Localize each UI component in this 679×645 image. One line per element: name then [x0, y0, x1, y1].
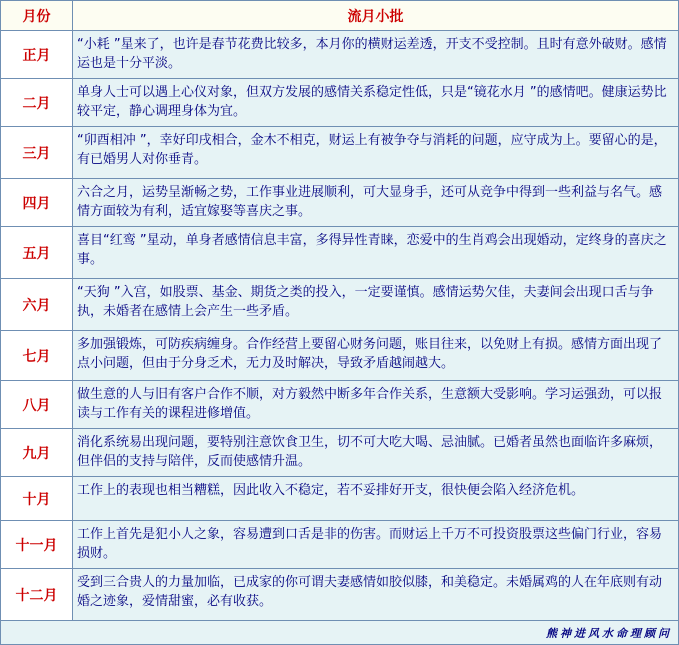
table-row [1, 331, 678, 381]
month-label: 十月 [1, 477, 73, 520]
table-row [1, 79, 678, 127]
month-column-header: 月份 [1, 1, 73, 30]
footer-credit: 熊神进风水命理顾问 [546, 627, 672, 640]
table-row [1, 279, 678, 331]
table-row [1, 477, 678, 521]
fortune-text: “天狗 ”入宫，如股票、基金、期货之类的投入，一定要谨慎。感情运势欠佳，夫妻间会出现口舌与争执，未婚者在感情上会产生一些矛盾。 [73, 279, 678, 330]
table-row [1, 569, 678, 621]
table-row [1, 227, 678, 279]
fortune-text: 受到三合贵人的力量加临，已成家的你可谓夫妻感情如胶似膝，和美稳定。未婚属鸡的人在年底则有动婚之迹象，爱情甜蜜，必有收获。 [73, 569, 678, 620]
fortune-text: 工作上首先是犯小人之象，容易遭到口舌是非的伤害。而财运上千万不可投资股票这些偏门行业，容易损财。 [73, 521, 678, 568]
table-row [1, 381, 678, 429]
month-label: 八月 [1, 381, 73, 428]
month-label: 十二月 [1, 569, 73, 620]
month-label: 四月 [1, 179, 73, 226]
fortune-text: “卯酉相冲 ”，幸好印戌相合，金木不相克，财运上有被争夺与消耗的问题，应守成为上。要留心的是，有已婚男人对你垂青。 [73, 127, 678, 178]
fortune-text: 消化系统易出现问题，要特别注意饮食卫生，切不可大吃大喝、忌油腻。已婚者虽然也面临许多麻烦，但伴侣的支持与陪伴，反而使感情升温。 [73, 429, 678, 476]
fortune-text: 做生意的人与旧有客户合作不顺，对方毅然中断多年合作关系，生意额大受影响。学习运强劲，可以报读与工作有关的课程进修增值。 [73, 381, 678, 428]
month-label: 三月 [1, 127, 73, 178]
table-row [1, 179, 678, 227]
fortune-text: “小耗 ”星来了，也许是春节花费比较多，本月你的横财运差透，开支不受控制。且时有意外破财。感情运也是十分平淡。 [73, 31, 678, 78]
month-label: 七月 [1, 331, 73, 380]
month-label: 十一月 [1, 521, 73, 568]
table-row [1, 429, 678, 477]
fortune-text: 单身人士可以遇上心仪对象，但双方发展的感情关系稳定性低，只是“镜花水月 ”的感情吧。健康运势比较平定，静心调理身体为宜。 [73, 79, 678, 126]
fortune-text: 喜目“红鸾 ”星动，单身者感情信息丰富，多得异性青睐，恋爱中的生肖鸡会出现婚动，定终身的喜庆之事。 [73, 227, 678, 278]
month-label: 六月 [1, 279, 73, 330]
fortune-text: 工作上的表现也相当糟糕，因此收入不稳定，若不妥排好开支，很快便会陷入经济危机。 [73, 477, 678, 520]
table-row [1, 31, 678, 79]
month-label: 正月 [1, 31, 73, 78]
table-row [1, 521, 678, 569]
fortune-text: 多加强锻炼，可防疾病缠身。合作经营上要留心财务问题，账目往来，以免财上有损。感情方面出现了点小问题，但由于分身乏术，无力及时解决，导致矛盾越闹越大。 [73, 331, 678, 380]
table-title: 流月小批 [73, 1, 678, 30]
table-footer [1, 621, 678, 644]
table-header [1, 1, 678, 31]
month-label: 二月 [1, 79, 73, 126]
month-label: 九月 [1, 429, 73, 476]
table-row [1, 127, 678, 179]
fortune-text: 六合之月，运势呈渐畅之势，工作事业进展顺利，可大显身手，还可从竞争中得到一些利益与名气。感情方面较为有利，适宜嫁娶等喜庆之事。 [73, 179, 678, 226]
month-label: 五月 [1, 227, 73, 278]
